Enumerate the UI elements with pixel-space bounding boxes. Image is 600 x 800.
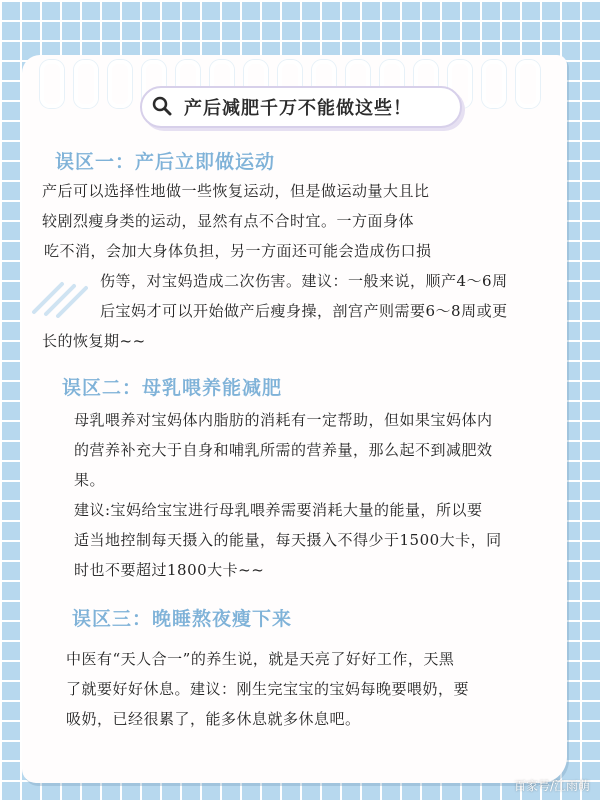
- text-line: 母乳喂养对宝妈体内脂肪的消耗有一定帮助，但如果宝妈体内: [74, 411, 493, 429]
- text-line: 吃不消，会加大身体负担，另一方面还可能会造成伤口损: [44, 242, 432, 260]
- section-body-3: [66, 644, 469, 734]
- text-line: 中医有“天人合一”的养生说，就是天亮了好好工作，天黑: [66, 650, 455, 668]
- text-line: 伤等，对宝妈造成二次伤害。建议：一般来说，顺产4～6周: [100, 272, 508, 290]
- text-line: 产后可以选择性地做一些恢复运动，但是做运动量大且比: [42, 182, 430, 200]
- binding-ring: [40, 60, 64, 108]
- text-line: 时也不要超过1800大卡~~: [74, 561, 265, 579]
- text-line: 吸奶，已经很累了，能多休息就多休息吧。: [66, 710, 361, 728]
- section-heading-2: 误区二：母乳喂养能减肥: [62, 377, 283, 399]
- binding-ring: [74, 60, 98, 108]
- watermark: 百家号/江雨萌: [513, 779, 590, 793]
- text-line: 了就要好好休息。建议：刚生完宝宝的宝妈每晚要喂奶，要: [66, 680, 470, 698]
- section-heading-3: 误区三：晚睡熬夜瘦下来: [72, 608, 293, 630]
- text-line: 适当地控制每天摄入的能量，每天摄入不得少于1500大卡，同: [74, 531, 502, 549]
- binding-ring: [516, 60, 540, 108]
- binding-ring: [108, 60, 132, 108]
- section-heading-1: 误区一：产后立即做运动: [55, 151, 276, 173]
- text-line: 较剧烈瘦身类的运动，显然有点不合时宜。一方面身体: [42, 212, 415, 230]
- page-title: 产后减肥千万不能做这些！: [184, 98, 412, 119]
- section-body-2: [74, 405, 502, 585]
- title-banner: [140, 86, 462, 128]
- text-line: 果。: [74, 471, 106, 489]
- search-icon: [152, 96, 172, 116]
- text-line: 后宝妈才可以开始做产后瘦身操，剖宫产则需要6～8周或更: [100, 302, 508, 320]
- section-body-1: [42, 176, 508, 356]
- text-line: 建议:宝妈给宝宝进行母乳喂养需要消耗大量的能量，所以要: [74, 501, 483, 519]
- text-line: 的营养补充大于自身和哺乳所需的营养量，那么起不到减肥效: [74, 441, 493, 459]
- binding-ring: [482, 60, 506, 108]
- text-line: 长的恢复期~~: [42, 332, 146, 350]
